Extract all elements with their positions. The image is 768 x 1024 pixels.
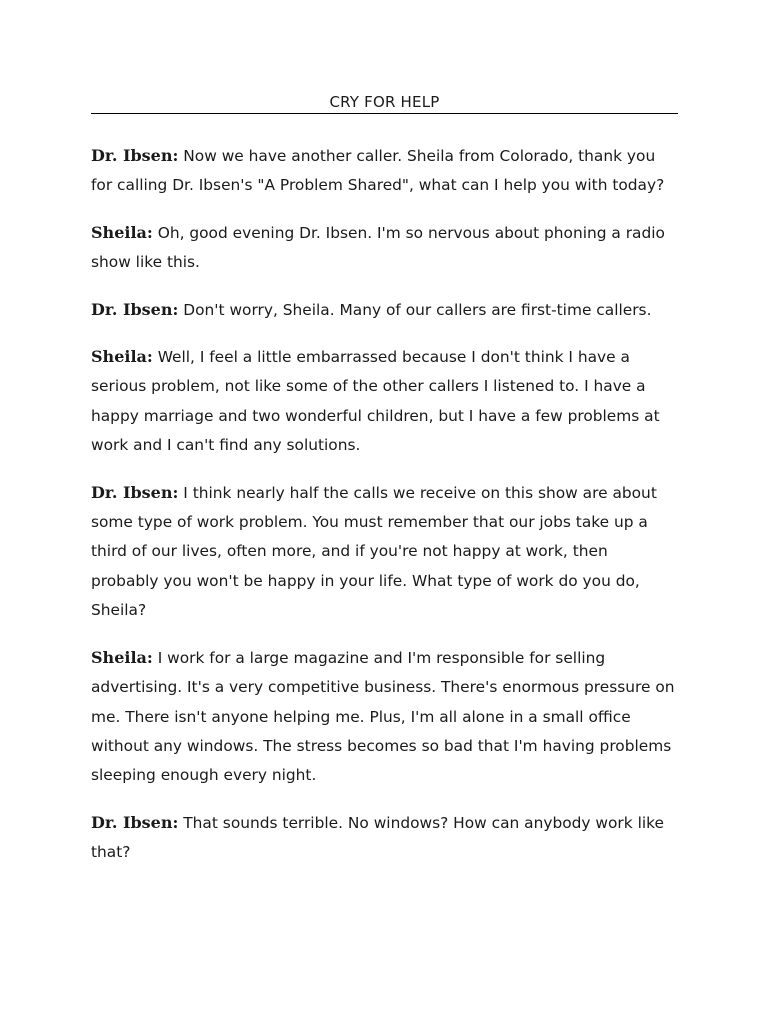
document-page — [91, 92, 678, 885]
document-title: CRY FOR HELP — [329, 93, 440, 111]
dialogue-paragraph — [91, 218, 678, 278]
dialogue-paragraph — [91, 141, 678, 201]
dialogue-text: I work for a large magazine and I'm responsible for selling advertising. It's a very competitive business. There's enormous pressure on me. There isn't anyone helping me. Plus, I'm all alone in a small office without any windows. The stress becomes so bad that I'm having problems sleeping enough every night. — [91, 648, 675, 785]
dialogue-text: That sounds terrible. No windows? How can anybody work like that? — [91, 813, 664, 862]
dialogue-paragraph — [91, 342, 678, 461]
dialogue-paragraph — [91, 643, 678, 791]
dialogue-text: I think nearly half the calls we receive on this show are about some type of work problem. You must remember that our jobs take up a third of our lives, often more, and if you're not happy at work, then probably you won't be happy in your life. What type of work do you do, Sheila? — [91, 483, 657, 620]
speaker-name: Dr. Ibsen: — [91, 299, 179, 319]
dialogue-paragraph — [91, 808, 678, 868]
dialogue-text: Well, I feel a little embarrassed because I don't think I have a serious problem, not like some of the other callers I listened to. I have a happy marriage and two wonderful children, but I have a few problems at work and I can't find any solutions. — [91, 348, 660, 455]
speaker-name: Sheila: — [91, 222, 153, 242]
speaker-name: Sheila: — [91, 347, 153, 367]
dialogue-text: Don't worry, Sheila. Many of our callers are first-time callers. — [183, 300, 652, 319]
speaker-name: Dr. Ibsen: — [91, 482, 179, 502]
dialogue-paragraph — [91, 295, 678, 325]
dialogue-text: Now we have another caller. Sheila from Colorado, thank you for calling Dr. Ibsen's "A Problem Shared", what can I help you with today? — [91, 147, 665, 195]
dialogue-paragraph — [91, 478, 678, 626]
dialogue-text: Oh, good evening Dr. Ibsen. I'm so nervous about phoning a radio show like this. — [91, 223, 665, 272]
speaker-name: Dr. Ibsen: — [91, 812, 179, 832]
title-block — [91, 92, 678, 114]
speaker-name: Dr. Ibsen: — [91, 146, 179, 165]
speaker-name: Sheila: — [91, 647, 153, 667]
